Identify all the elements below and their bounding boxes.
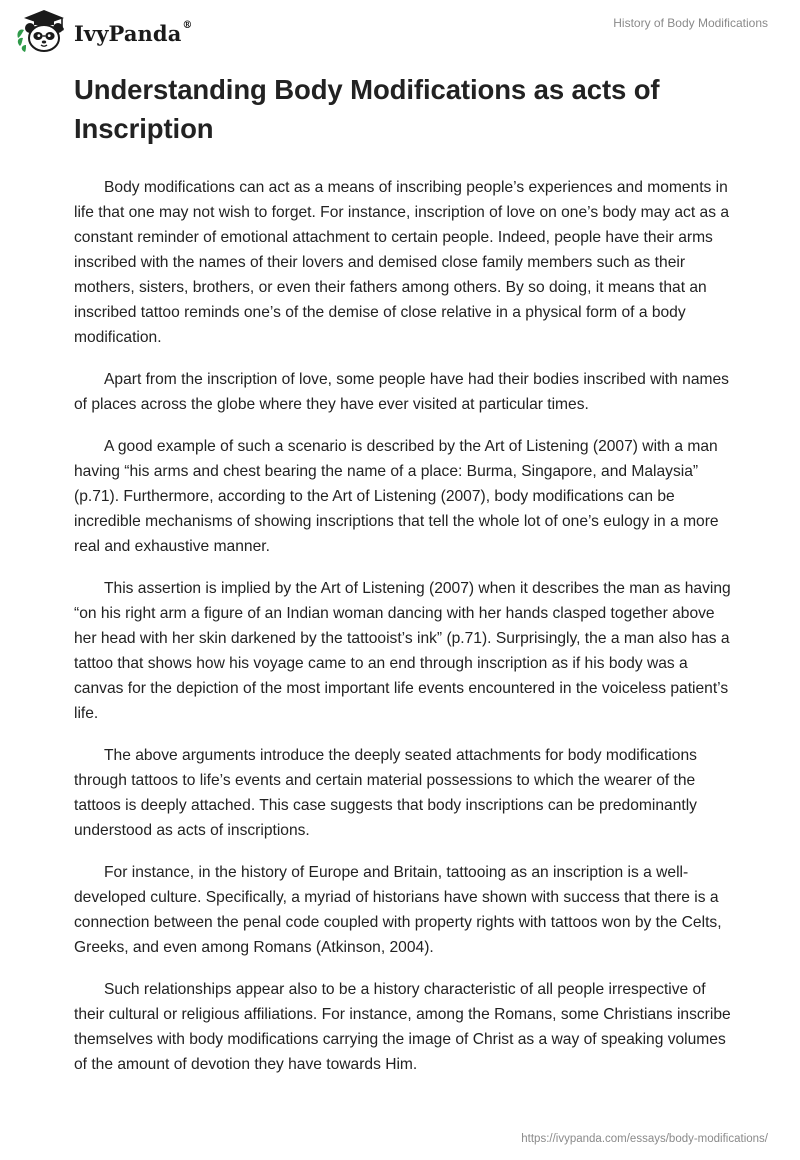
paragraph: Such relationships appear also to be a history characteristic of all people irrespective of their cultural or religious affiliations. For instance, among the Romans, some Christians inscribe themselves with body modifications carrying the image of Christ as a way of speaking volumes of the amount of devotion they have towards Him. [74,981,731,1073]
page-header [0,0,800,60]
paragraph: Apart from the inscription of love, some people have had their bodies inscribed with names of places across the globe where they have ever visited at particular times. [74,371,729,413]
paragraph: Body modifications can act as a means of inscribing people’s experiences and moments in life that one may not wish to forget. For instance, inscription of love on one’s body may act as a constant reminder of emotional attachment to certain people. Indeed, people have their arms inscribed with the names of their lovers and demised close family members such as their mothers, sisters, brothers, or even their fathers among others. By so doing, it means that an inscribed tattoo reminds one’s of the demise of close relative in a physical form of a body modification. [74,179,729,346]
source-url-link[interactable]: https://ivypanda.com/essays/body-modifications/ [521,1133,768,1145]
section-heading: Understanding Body Modifications as acts of Inscription [74,74,660,144]
paragraph: A good example of such a scenario is described by the Art of Listening (2007) with a man having “his arms and chest bearing the name of a place: Burma, Singapore, and Malaysia” (p.71). Furthermore, according to the Art of Listening (2007), body modifications can be incredible mechanisms of showing inscriptions that tell the whole lot of one’s eulogy in a more real and exhaustive manner. [74,438,719,555]
paragraph-list [74,175,734,1077]
article-body [74,70,734,1094]
brand-logo-link[interactable] [14,8,193,56]
document-title: History of Body Modifications [613,16,768,30]
registered-mark: ® [182,19,193,31]
paragraph: For instance, in the history of Europe and Britain, tattooing as an inscription is a well-developed culture. Specifically, a myriad of historians have shown with success that there is a connection between the penal code coupled with property rights with tattoos won by the Celts, Greeks, and even among Romans (Atkinson, 2004). [74,864,722,956]
brand-name: IvyPanda® [74,19,193,46]
paragraph: The above arguments introduce the deeply seated attachments for body modifications through tattoos to life’s events and certain material possessions to which the wearer of the tattoos is deeply attached. This case suggests that body inscriptions can be predominantly understood as acts of inscriptions. [74,747,697,839]
paragraph: This assertion is implied by the Art of Listening (2007) when it describes the man as having “on his right arm a figure of an Indian woman dancing with her hands clasped together above her head with her skin darkened by the tattooist’s ink” (p.71). Surprisingly, the a man also has a tattoo that shows how his voyage came to an end through inscription as if his body was a canvas for the depiction of the most important life events encountered in the voiceless patient’s life. [74,580,731,722]
panda-graduate-logo-icon [14,8,72,56]
